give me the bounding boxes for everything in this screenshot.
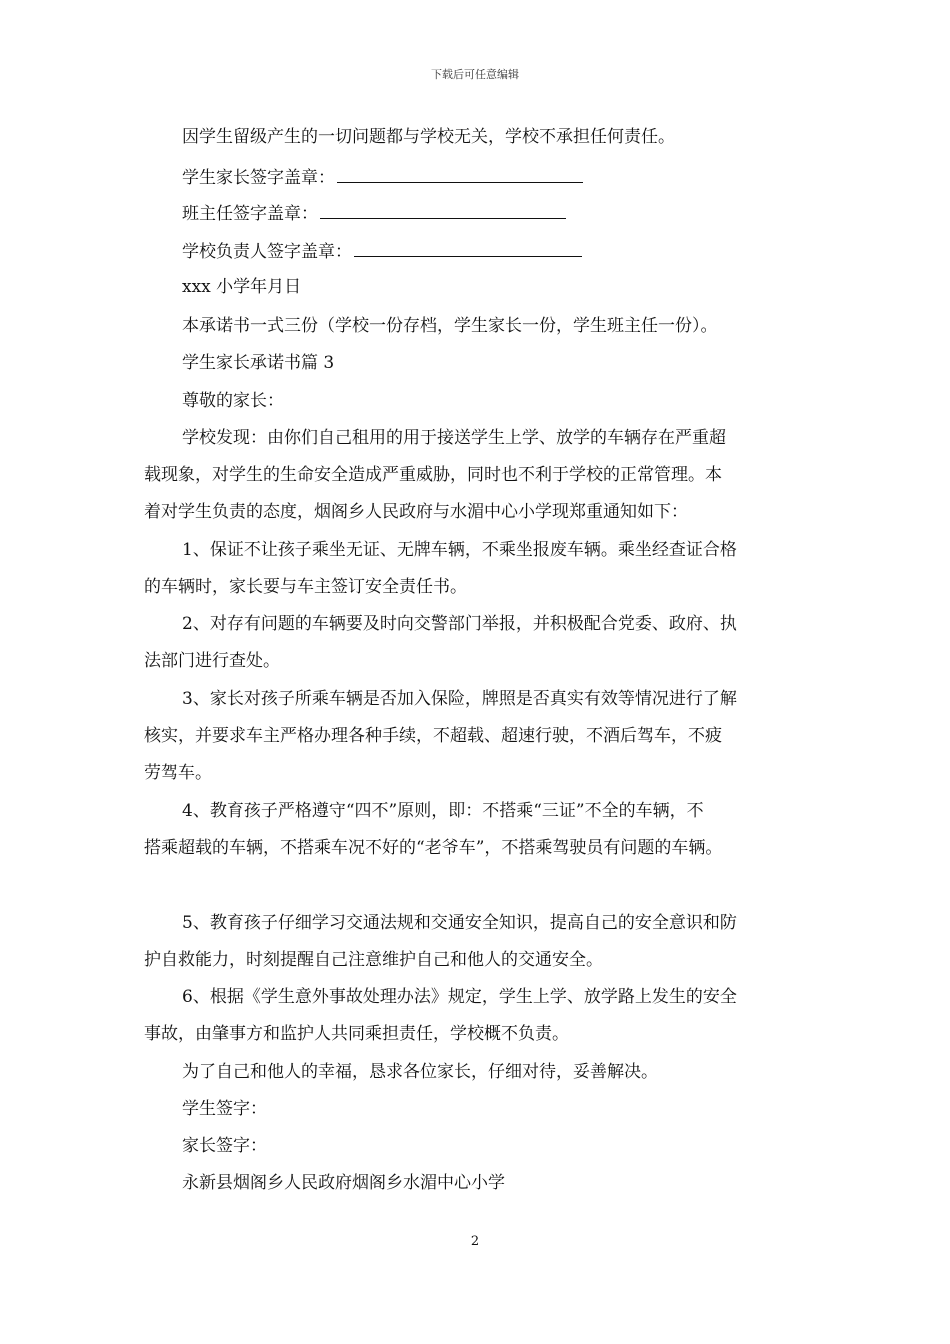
paragraph-line: 6、根据《学生意外事故处理办法》规定，学生上学、放学路上发生的安全 xyxy=(182,987,737,1007)
text-line: 因学生留级产生的一切问题都与学校无关，学校不承担任何责任。 xyxy=(182,127,675,147)
parent-signature-blank xyxy=(337,168,583,183)
paragraph-line: 3、家长对孩子所乘车辆是否加入保险，牌照是否真实有效等情况进行了解 xyxy=(182,689,737,709)
text-line: 为了自己和他人的幸福，恳求各位家长，仔细对待，妥善解决。 xyxy=(182,1062,658,1082)
paragraph-line: 学校发现：由你们自己租用的用于接送学生上学、放学的车辆存在严重超 xyxy=(182,428,726,448)
parent-signature-label: 学生家长签字盖章： xyxy=(182,168,335,188)
paragraph-line: 事故，由肇事方和监护人共同乘担责任，学校概不负责。 xyxy=(144,1024,569,1044)
principal-signature-line xyxy=(182,242,582,262)
paragraph-line: 1、保证不让孩子乘坐无证、无牌车辆，不乘坐报废车辆。乘坐经查证合格 xyxy=(182,540,737,560)
paragraph-line: 核实，并要求车主严格办理各种手续，不超载、超速行驶，不酒后驾车，不疲 xyxy=(144,726,722,746)
paragraph-line: 5、教育孩子仔细学习交通法规和交通安全知识，提高自己的安全意识和防 xyxy=(182,913,737,933)
paragraph-line: 搭乘超载的车辆，不搭乘车况不好的“老爷车”，不搭乘驾驶员有问题的车辆。 xyxy=(144,838,723,858)
paragraph-line: 护自救能力，时刻提醒自己注意维护自己和他人的交通安全。 xyxy=(144,950,603,970)
section-title: 学生家长承诺书篇 3 xyxy=(182,353,335,373)
page-number: 2 xyxy=(470,1234,480,1249)
paragraph-line: 2、对存有问题的车辆要及时向交警部门举报，并积极配合党委、政府、执 xyxy=(182,614,737,634)
page-header: 下载后可任意编辑 xyxy=(431,68,519,81)
teacher-signature-label: 班主任签字盖章： xyxy=(182,204,318,224)
paragraph-line: 劳驾车。 xyxy=(144,763,212,783)
principal-signature-label: 学校负责人签字盖章： xyxy=(182,242,352,262)
paragraph-line: 法部门进行查处。 xyxy=(144,651,280,671)
parent-signature-line xyxy=(182,168,583,188)
parent-signature-label-2: 家长签字： xyxy=(182,1136,267,1156)
principal-signature-blank xyxy=(354,242,582,257)
student-signature-label: 学生签字： xyxy=(182,1099,267,1119)
paragraph-line: 着对学生负责的态度，烟阁乡人民政府与水湄中心小学现郑重通知如下： xyxy=(144,502,688,522)
salutation: 尊敬的家长： xyxy=(182,391,284,411)
teacher-signature-line xyxy=(182,204,566,224)
paragraph-line: 4、教育孩子严格遵守“四不”原则，即：不搭乘“三证”不全的车辆，不 xyxy=(182,801,704,821)
paragraph-line: 载现象，对学生的生命安全造成严重威胁，同时也不利于学校的正常管理。本 xyxy=(144,465,722,485)
paragraph-line: 的车辆时，家长要与车主签订安全责任书。 xyxy=(144,577,467,597)
issuer-line: 永新县烟阁乡人民政府烟阁乡水湄中心小学 xyxy=(182,1173,505,1193)
school-date-line: xxx 小学年月日 xyxy=(182,277,302,297)
text-line: 本承诺书一式三份（学校一份存档，学生家长一份，学生班主任一份）。 xyxy=(182,316,718,336)
teacher-signature-blank xyxy=(320,204,566,219)
